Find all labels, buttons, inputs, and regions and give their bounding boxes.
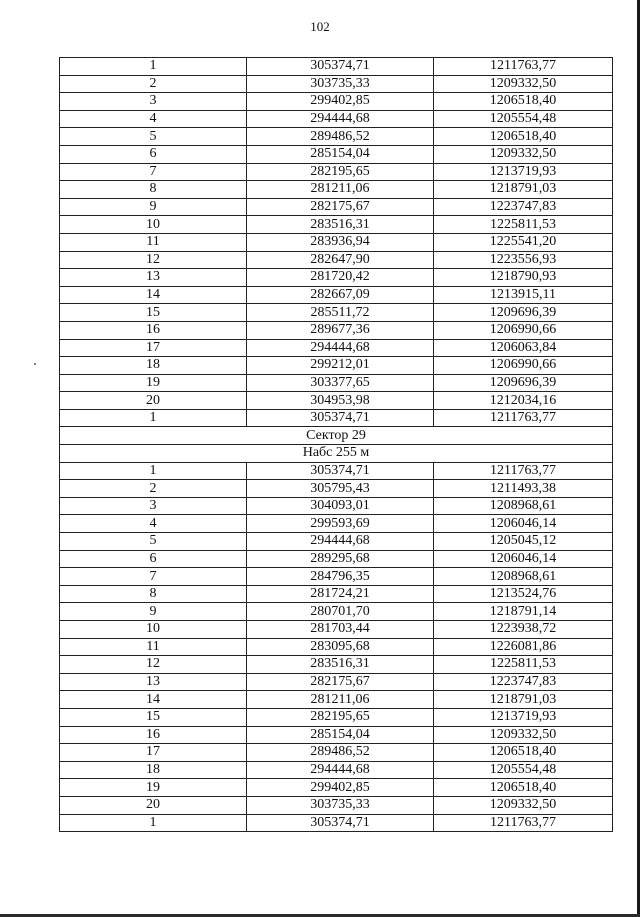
point-number-cell: 7 — [60, 568, 247, 586]
x-coordinate-cell: 289677,36 — [247, 321, 434, 339]
section-header-cell: Сектор 29 — [60, 427, 613, 445]
x-coordinate-cell: 281720,42 — [247, 269, 434, 287]
point-number-cell: 20 — [60, 796, 247, 814]
point-number-cell: 18 — [60, 761, 247, 779]
y-coordinate-cell: 1206518,40 — [434, 744, 613, 762]
y-coordinate-cell: 1226081,86 — [434, 638, 613, 656]
point-number-cell: 11 — [60, 233, 247, 251]
table-row — [60, 198, 613, 216]
x-coordinate-cell: 283936,94 — [247, 233, 434, 251]
x-coordinate-cell: 285154,04 — [247, 145, 434, 163]
point-number-cell: 9 — [60, 198, 247, 216]
y-coordinate-cell: 1218790,93 — [434, 269, 613, 287]
table-row — [60, 233, 613, 251]
table-row — [60, 304, 613, 322]
point-number-cell: 8 — [60, 181, 247, 199]
x-coordinate-cell: 305795,43 — [247, 480, 434, 498]
x-coordinate-cell: 299212,01 — [247, 357, 434, 375]
y-coordinate-cell: 1211763,77 — [434, 814, 613, 832]
table-row — [60, 181, 613, 199]
y-coordinate-cell: 1211763,77 — [434, 462, 613, 480]
point-number-cell: 10 — [60, 216, 247, 234]
x-coordinate-cell: 305374,71 — [247, 409, 434, 427]
y-coordinate-cell: 1223747,83 — [434, 673, 613, 691]
point-number-cell: 15 — [60, 708, 247, 726]
point-number-cell: 5 — [60, 128, 247, 146]
table-row — [60, 339, 613, 357]
y-coordinate-cell: 1209332,50 — [434, 145, 613, 163]
point-number-cell: 4 — [60, 515, 247, 533]
point-number-cell: 13 — [60, 269, 247, 287]
point-number-cell: 11 — [60, 638, 247, 656]
table-row — [60, 796, 613, 814]
section-header-cell: Набс 255 м — [60, 445, 613, 463]
y-coordinate-cell: 1211763,77 — [434, 409, 613, 427]
y-coordinate-cell: 1206063,84 — [434, 339, 613, 357]
y-coordinate-cell: 1218791,03 — [434, 181, 613, 199]
point-number-cell: 14 — [60, 286, 247, 304]
table-row — [60, 93, 613, 111]
x-coordinate-cell: 305374,71 — [247, 462, 434, 480]
point-number-cell: 18 — [60, 357, 247, 375]
section-header-row — [60, 445, 613, 463]
y-coordinate-cell: 1218791,03 — [434, 691, 613, 709]
table-row — [60, 374, 613, 392]
table-row — [60, 497, 613, 515]
table-row — [60, 691, 613, 709]
table-row — [60, 744, 613, 762]
x-coordinate-cell: 282175,67 — [247, 673, 434, 691]
point-number-cell: 15 — [60, 304, 247, 322]
y-coordinate-cell: 1206518,40 — [434, 779, 613, 797]
y-coordinate-cell: 1206518,40 — [434, 128, 613, 146]
y-coordinate-cell: 1225541,20 — [434, 233, 613, 251]
table-row — [60, 58, 613, 76]
y-coordinate-cell: 1208968,61 — [434, 568, 613, 586]
y-coordinate-cell: 1213719,93 — [434, 163, 613, 181]
table-row — [60, 550, 613, 568]
table-row — [60, 708, 613, 726]
point-number-cell: 8 — [60, 585, 247, 603]
x-coordinate-cell: 281703,44 — [247, 621, 434, 639]
point-number-cell: 4 — [60, 110, 247, 128]
x-coordinate-cell: 283516,31 — [247, 656, 434, 674]
point-number-cell: 6 — [60, 550, 247, 568]
table-row — [60, 568, 613, 586]
x-coordinate-cell: 294444,68 — [247, 761, 434, 779]
point-number-cell: 16 — [60, 726, 247, 744]
x-coordinate-cell: 303735,33 — [247, 796, 434, 814]
x-coordinate-cell: 299593,69 — [247, 515, 434, 533]
point-number-cell: 10 — [60, 621, 247, 639]
point-number-cell: 1 — [60, 409, 247, 427]
x-coordinate-cell: 299402,85 — [247, 93, 434, 111]
x-coordinate-cell: 305374,71 — [247, 814, 434, 832]
point-number-cell: 1 — [60, 814, 247, 832]
table-row — [60, 603, 613, 621]
y-coordinate-cell: 1213719,93 — [434, 708, 613, 726]
x-coordinate-cell: 283516,31 — [247, 216, 434, 234]
y-coordinate-cell: 1212034,16 — [434, 392, 613, 410]
point-number-cell: 7 — [60, 163, 247, 181]
y-coordinate-cell: 1205045,12 — [434, 533, 613, 551]
table-row — [60, 533, 613, 551]
x-coordinate-cell: 294444,68 — [247, 110, 434, 128]
table-row — [60, 585, 613, 603]
x-coordinate-cell: 283095,68 — [247, 638, 434, 656]
table-row — [60, 216, 613, 234]
table-row — [60, 761, 613, 779]
x-coordinate-cell: 289295,68 — [247, 550, 434, 568]
y-coordinate-cell: 1206046,14 — [434, 550, 613, 568]
point-number-cell: 17 — [60, 744, 247, 762]
y-coordinate-cell: 1205554,48 — [434, 761, 613, 779]
y-coordinate-cell: 1211763,77 — [434, 58, 613, 76]
x-coordinate-cell: 281724,21 — [247, 585, 434, 603]
point-number-cell: 6 — [60, 145, 247, 163]
coordinates-table-body — [60, 58, 613, 832]
y-coordinate-cell: 1225811,53 — [434, 656, 613, 674]
table-row — [60, 515, 613, 533]
x-coordinate-cell: 299402,85 — [247, 779, 434, 797]
table-row — [60, 638, 613, 656]
x-coordinate-cell: 282195,65 — [247, 163, 434, 181]
x-coordinate-cell: 303377,65 — [247, 374, 434, 392]
table-row — [60, 409, 613, 427]
x-coordinate-cell: 281211,06 — [247, 691, 434, 709]
x-coordinate-cell: 284796,35 — [247, 568, 434, 586]
table-row — [60, 75, 613, 93]
table-row — [60, 462, 613, 480]
x-coordinate-cell: 282647,90 — [247, 251, 434, 269]
point-number-cell: 13 — [60, 673, 247, 691]
y-coordinate-cell: 1209332,50 — [434, 75, 613, 93]
point-number-cell: 12 — [60, 251, 247, 269]
y-coordinate-cell: 1225811,53 — [434, 216, 613, 234]
y-coordinate-cell: 1209332,50 — [434, 726, 613, 744]
table-row — [60, 673, 613, 691]
table-row — [60, 321, 613, 339]
point-number-cell: 1 — [60, 462, 247, 480]
x-coordinate-cell: 303735,33 — [247, 75, 434, 93]
y-coordinate-cell: 1218791,14 — [434, 603, 613, 621]
y-coordinate-cell: 1211493,38 — [434, 480, 613, 498]
point-number-cell: 19 — [60, 779, 247, 797]
point-number-cell: 20 — [60, 392, 247, 410]
point-number-cell: 9 — [60, 603, 247, 621]
table-row — [60, 286, 613, 304]
y-coordinate-cell: 1206518,40 — [434, 93, 613, 111]
x-coordinate-cell: 294444,68 — [247, 533, 434, 551]
table-row — [60, 163, 613, 181]
x-coordinate-cell: 282195,65 — [247, 708, 434, 726]
point-number-cell: 1 — [60, 58, 247, 76]
y-coordinate-cell: 1206046,14 — [434, 515, 613, 533]
y-coordinate-cell: 1209696,39 — [434, 304, 613, 322]
table-row — [60, 656, 613, 674]
table-row — [60, 726, 613, 744]
y-coordinate-cell: 1208968,61 — [434, 497, 613, 515]
y-coordinate-cell: 1209332,50 — [434, 796, 613, 814]
y-coordinate-cell: 1205554,48 — [434, 110, 613, 128]
point-number-cell: 2 — [60, 75, 247, 93]
point-number-cell: 3 — [60, 93, 247, 111]
table-row — [60, 779, 613, 797]
table-row — [60, 357, 613, 375]
x-coordinate-cell: 289486,52 — [247, 744, 434, 762]
y-coordinate-cell: 1213915,11 — [434, 286, 613, 304]
point-number-cell: 19 — [60, 374, 247, 392]
x-coordinate-cell: 281211,06 — [247, 181, 434, 199]
table-row — [60, 480, 613, 498]
x-coordinate-cell: 282175,67 — [247, 198, 434, 216]
point-number-cell: 3 — [60, 497, 247, 515]
y-coordinate-cell: 1209696,39 — [434, 374, 613, 392]
table-row — [60, 814, 613, 832]
x-coordinate-cell: 294444,68 — [247, 339, 434, 357]
table-row — [60, 621, 613, 639]
coordinates-table — [59, 57, 613, 832]
table-row — [60, 110, 613, 128]
point-number-cell: 5 — [60, 533, 247, 551]
y-coordinate-cell: 1213524,76 — [434, 585, 613, 603]
x-coordinate-cell: 289486,52 — [247, 128, 434, 146]
y-coordinate-cell: 1206990,66 — [434, 321, 613, 339]
x-coordinate-cell: 304093,01 — [247, 497, 434, 515]
scan-speck — [34, 363, 36, 365]
table-row — [60, 128, 613, 146]
section-header-row — [60, 427, 613, 445]
y-coordinate-cell: 1223747,83 — [434, 198, 613, 216]
table-row — [60, 251, 613, 269]
x-coordinate-cell: 282667,09 — [247, 286, 434, 304]
point-number-cell: 12 — [60, 656, 247, 674]
point-number-cell: 14 — [60, 691, 247, 709]
x-coordinate-cell: 305374,71 — [247, 58, 434, 76]
table-row — [60, 145, 613, 163]
x-coordinate-cell: 285154,04 — [247, 726, 434, 744]
point-number-cell: 16 — [60, 321, 247, 339]
table-row — [60, 392, 613, 410]
x-coordinate-cell: 285511,72 — [247, 304, 434, 322]
point-number-cell: 2 — [60, 480, 247, 498]
table-row — [60, 269, 613, 287]
page-number: 102 — [310, 19, 330, 34]
y-coordinate-cell: 1206990,66 — [434, 357, 613, 375]
x-coordinate-cell: 304953,98 — [247, 392, 434, 410]
y-coordinate-cell: 1223938,72 — [434, 621, 613, 639]
point-number-cell: 17 — [60, 339, 247, 357]
x-coordinate-cell: 280701,70 — [247, 603, 434, 621]
y-coordinate-cell: 1223556,93 — [434, 251, 613, 269]
